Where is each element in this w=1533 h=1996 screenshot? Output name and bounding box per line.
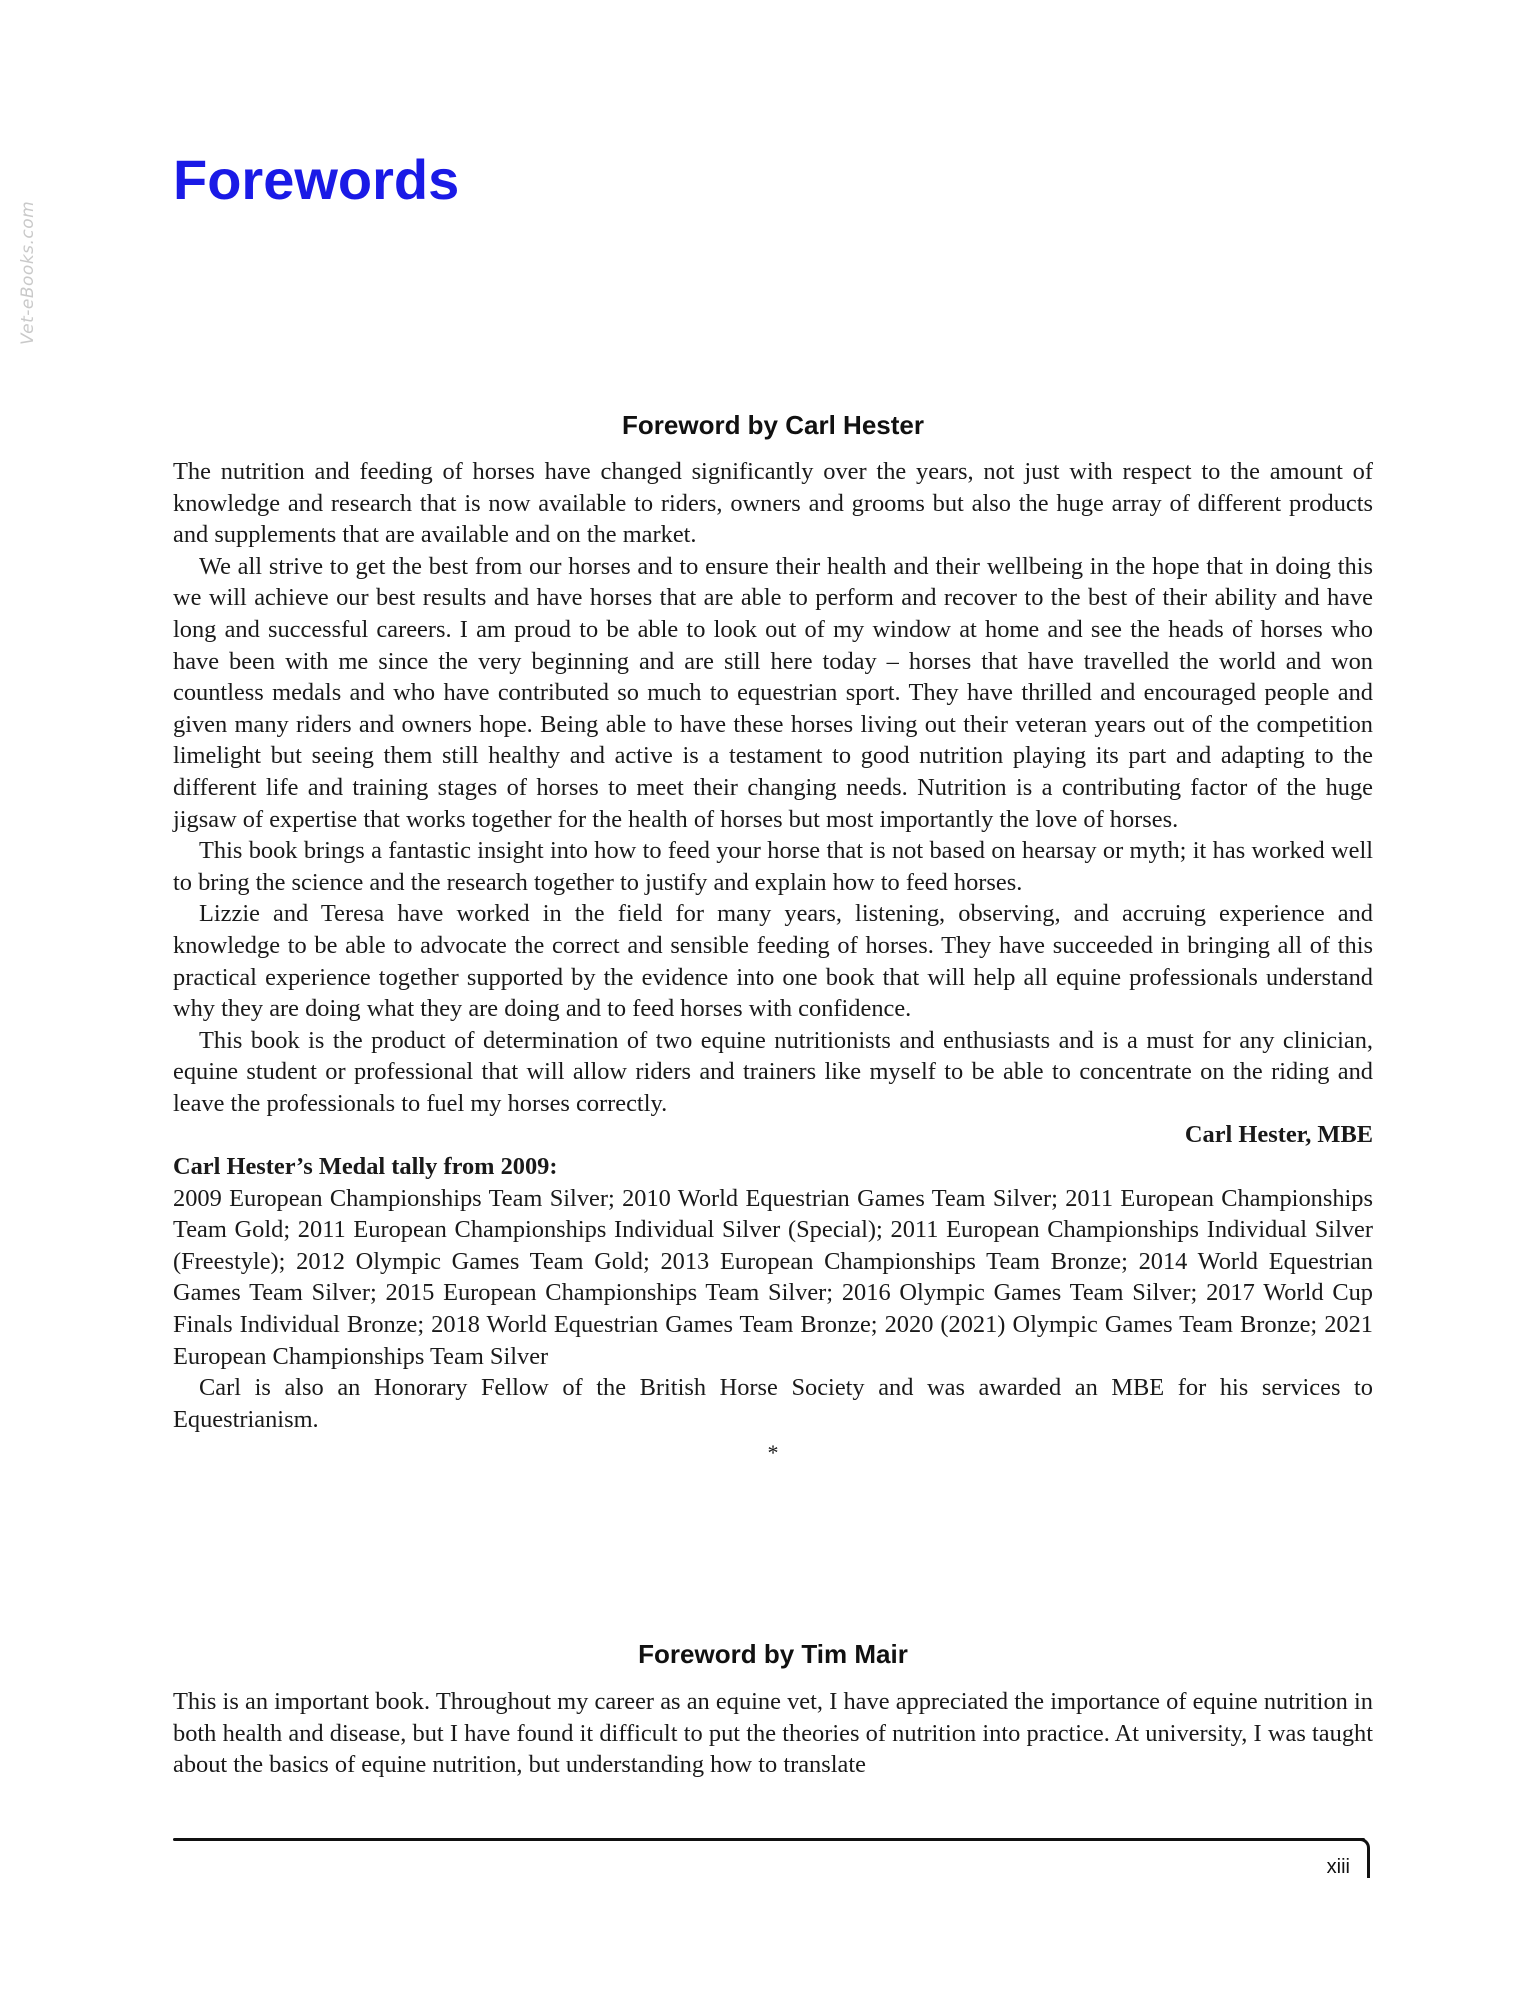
foreword-carl-hester-heading: Foreword by Carl Hester — [622, 410, 924, 440]
honorary-text: Carl is also an Honorary Fellow of the British Horse Society and was awarded an MBE for his services to Equestrianism. — [173, 1374, 1373, 1433]
medal-tally-text: 2009 European Championships Team Silver; 2010 World Equestrian Games Team Silver; 2011 European Championships Team Gold; 2011 European Championships Individual Silver (Special); 2011 European Championships Individual Silver (Freestyle); 2012 Olympic Games Team Gold; 2013 European Championships Team Bronze; 2014 World Equestrian Games Team Silver; 2015 European Championships Team Silver; 2016 Olympic Games Team Silver; 2017 World Cup Finals Individual Bronze; 2018 World Equestrian Games Team Bronze; 2020 (2021) Olympic Games Team Bronze; 2021 European Championships Team Silver — [173, 1184, 1373, 1370]
paragraph: Lizzie and Teresa have worked in the field for many years, listening, observing, and accruing experience and knowledge to be able to advocate the correct and sensible feeding of horses. They have succeeded in bringing all of this practical experience together supported by the evidence into one book that will help all equine professionals understand why they are doing what they are doing and to feed horses with confidence. — [173, 900, 1373, 1023]
paragraph: This is an important book. Throughout my career as an equine vet, I have appreciated the importance of equine nutrition in both health and disease, but I have found it difficult to put the theories of nutrition into practice. At university, I was taught about the basics of equine nutrition, but understanding how to translate — [173, 1688, 1373, 1779]
paragraph: This book is the product of determination of two equine nutritionists and enthusiasts and is a must for any clinician, equine student or professional that will allow riders and trainers like myself to be able to concentrate on the riding and leave the professionals to fuel my horses correctly. — [173, 1026, 1373, 1117]
watermark: Vet-eBooks.com — [18, 200, 38, 345]
footer-rule — [173, 1838, 1365, 1841]
foreword-tim-mair-body — [173, 1686, 1373, 1781]
signature: Carl Hester, MBE — [1184, 1121, 1373, 1149]
page-number: xiii — [1326, 1856, 1350, 1878]
foreword-tim-mair-heading: Foreword by Tim Mair — [638, 1639, 908, 1669]
page-title: Forewords — [173, 148, 460, 211]
section-separator: * — [767, 1440, 779, 1466]
paragraph: The nutrition and feeding of horses have changed significantly over the years, not just with respect to the amount of knowledge and research that is now available to riders, owners and grooms but also the huge array of different products and supplements that are available and on the market. — [173, 458, 1373, 549]
foreword-carl-hester-body — [173, 456, 1373, 1465]
paragraph: We all strive to get the best from our horses and to ensure their health and their wellbeing in the hope that in doing this we will achieve our best results and have horses that are able to perform and recover to the best of their ability and have long and successful careers. I am proud to be able to look out of my window at home and see the heads of horses who have been with me since the very beginning and are still here today – horses that have travelled the world and won countless medals and who have contributed so much to equestrian sport. They have thrilled and encouraged people and given many riders and owners hope. Being able to have these horses living out their veteran years out of the competition limelight but seeing them still healthy and active is a testament to good nutrition playing its part and adapting to the different life and training stages of horses to meet their changing needs. Nutrition is a contributing factor of the huge jigsaw of expertise that works together for the health of horses but most importantly the love of horses. — [173, 552, 1373, 833]
medal-tally-heading: Carl Hester’s Medal tally from 2009: — [173, 1153, 558, 1181]
footer-rule-hook — [1356, 1838, 1370, 1878]
paragraph: This book brings a fantastic insight into how to feed your horse that is not based on hearsay or myth; it has worked well to bring the science and the research together to justify and explain how to feed horses. — [173, 837, 1373, 896]
